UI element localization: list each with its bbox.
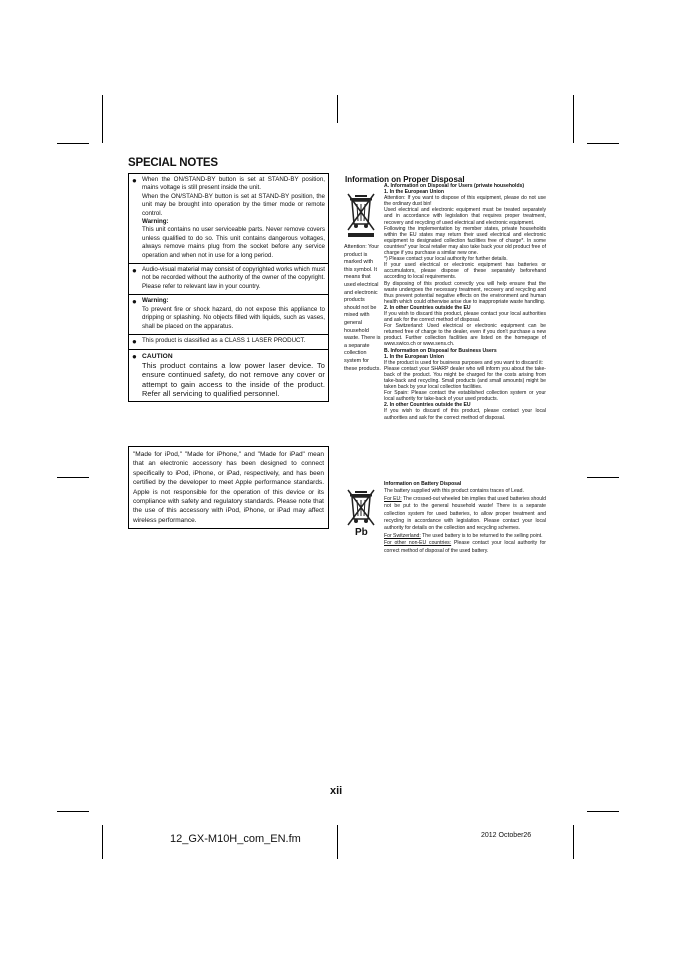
- crop-mark: [573, 95, 574, 143]
- bullet-icon: ●: [132, 351, 137, 361]
- note-heading: Warning:: [142, 297, 169, 305]
- crop-mark: [57, 477, 89, 478]
- note-paragraph: When the ON/STAND-BY button is set at STAND-BY position, the unit may be brought into operation by the timer mode or remote control.: [142, 192, 325, 217]
- crop-mark: [337, 95, 338, 123]
- paragraph: If you wish to discard this product, please contact your local authorities and ask for the correct method of disposal.: [384, 310, 546, 324]
- paragraph: Following the implementation by member states, private households within the EU states may return their used electrical and electronic equipment to designated collection facilities free of charge*. In some countries* your local retailer may also take back your old product free of charge if you purchase a similar new one.: [384, 225, 546, 257]
- crop-mark: [587, 143, 619, 144]
- paragraph: If your used electrical or electronic equipment has batteries or accumulators, please dispose of these separately beforehand according to local requirements.: [384, 262, 546, 281]
- label: For Switzerland:: [384, 532, 421, 539]
- note-heading: Warning:: [142, 218, 169, 226]
- note-text: [142, 176, 325, 260]
- pb-label: Pb: [355, 527, 368, 538]
- bullet-icon: ●: [132, 266, 137, 276]
- note-row-copyright: [129, 264, 328, 295]
- paragraph: For Switzerland: Used electrical or electronic equipment can be returned free of charge to the dealer, even if you don't purchase a new product. Further collection facilities are listed on the homepage of www.swico.ch or www.sens.ch.: [384, 323, 546, 348]
- note-paragraph: This product contains a low power laser device. To ensure continued safety, do not remove any cover or attempt to gain access to the inside of the product. Refer all servicing to qualified personnel.: [142, 361, 325, 398]
- label: For other non-EU countries:: [384, 540, 452, 547]
- note-paragraph: To prevent fire or shock hazard, do not expose this appliance to dripping or splashing. No objects filled with liquids, such as vases, shall be placed on the apparatus.: [142, 305, 325, 330]
- crop-mark: [102, 95, 103, 143]
- note-row-standby: [129, 174, 328, 264]
- note-row-caution: [129, 350, 328, 401]
- subsection-heading: 1. In the European Union: [384, 353, 444, 360]
- paragraph: [384, 533, 546, 540]
- paragraph: Please contact your SHARP dealer who will inform you about the take-back of the product. You might be charged for the costs arising from take-back and recycling. Small products (and small amounts) might be taken back by your local collection facilities.: [384, 365, 546, 391]
- section-heading: B. Information on Disposal for Business Users: [384, 347, 497, 354]
- label: For EU:: [384, 495, 402, 502]
- special-notes-table: [128, 173, 329, 402]
- paragraph: By disposing of this product correctly you will help ensure that the waste undergoes the necessary treatment, recovery and recycling and thus prevent potential negative effects on the environment and human health which could otherwise arise due to inappropriate waste handling.: [384, 280, 546, 305]
- note-text: [142, 352, 325, 398]
- text: The crossed-out wheeled bin implies that used batteries should not be put to the general household waste! There is a separate collection system for used batteries, to allow proper treatment and recycling in accordance with legislation. Please contact your local authority for details on the collection and recycling schemes.: [384, 495, 546, 532]
- paragraph: If you wish to discard of this product, please contact your local authorities and ask for the correct method of disposal.: [384, 408, 546, 421]
- paragraph: *) Please contact your local authority for further details.: [384, 256, 508, 263]
- paragraph: If the product is used for business purposes and you want to discard it:: [384, 359, 544, 366]
- section-heading: Information on Battery Disposal: [384, 481, 462, 487]
- battery-text: [384, 481, 546, 555]
- note-row-laser-class: [129, 335, 328, 350]
- crop-mark: [573, 825, 574, 859]
- bullet-icon: ●: [132, 297, 137, 307]
- bullet-icon: ●: [132, 336, 137, 346]
- note-heading: CAUTION: [142, 352, 173, 360]
- disposal-text: [384, 183, 546, 421]
- section-heading: A. Information on Disposal for Users (private households): [384, 183, 525, 189]
- subsection-heading: 2. In other Countries outside the EU: [384, 304, 471, 311]
- text: Please contact your local authority for correct method of disposal of the used battery.: [384, 540, 547, 554]
- note-text: This product is classified as a CLASS 1 LASER PRODUCT.: [142, 336, 306, 344]
- disposal-heading: Information on Proper Disposal: [345, 175, 465, 184]
- page-number: xii: [330, 785, 343, 797]
- note-paragraph: This unit contains no user serviceable parts. Never remove covers unless qualified to do so. This unit contains dangerous voltages, always remove mains plug from the socket before any service operation and when not in use for a long period.: [142, 226, 325, 259]
- paragraph: Attention: If you want to dispose of this equipment, please do not use the ordinary dust bin!: [384, 195, 546, 208]
- crop-mark: [57, 143, 89, 144]
- footer-date: 2012 October26: [481, 832, 532, 839]
- made-for-ipod-notice: "Made for iPod," "Made for iPhone," and "Made for iPad" mean that an electronic accessory has been designed to connect specifically to iPod, iPhone, or iPad, respectively, and has been certified by the developer to meet Apple performance standards. Apple is not responsible for the operation of this device or its compliance with safety and regulatory standards. Please note that the use of this accessory with iPod, iPhone, or iPad may affect wireless performance.: [128, 446, 329, 529]
- footer-filename: 12_GX-M10H_com_EN.fm: [170, 833, 301, 845]
- note-row-fire-warning: [129, 295, 328, 335]
- subsection-heading: 2. In other Countries outside the EU: [384, 402, 471, 409]
- crossed-bin-icon: [346, 190, 376, 240]
- paragraph: [384, 540, 546, 555]
- attention-note: Attention: Your product is marked with this symbol. It means that used electrical and electronic products should not be mixed with general household waste. There is a separate collection system for these products.: [344, 244, 381, 372]
- note-paragraph: When the ON/STAND-BY button is set at STAND-BY position, mains voltage is still present inside the unit.: [142, 176, 325, 192]
- paragraph: [384, 496, 546, 533]
- paragraph: For Spain: Please contact the established collection system or your local authority for take-back of your used products.: [384, 390, 546, 403]
- bullet-icon: ●: [132, 176, 137, 185]
- paragraph: Used electrical and electronic equipment must be treated separately and in accordance with legislation that requires proper treatment, recovery and recycling of used electrical and electronic equipment.: [384, 207, 546, 226]
- crop-mark: [57, 811, 89, 812]
- note-text: Audio-visual material may consist of copyrighted works which must not be recorded without the authority of the owner of the copyright. Please refer to relevant law in your country.: [142, 266, 325, 290]
- crop-mark: [102, 825, 103, 859]
- crop-mark: [587, 811, 619, 812]
- crop-mark: [587, 477, 619, 478]
- note-text: [142, 297, 325, 331]
- page-title: SPECIAL NOTES: [128, 157, 218, 169]
- text: The used battery is to be returned to the selling point.: [420, 532, 543, 539]
- subsection-heading: 1. In the European Union: [384, 189, 444, 196]
- crop-mark: [337, 825, 338, 859]
- paragraph: The battery supplied with this product contains traces of Lead.: [384, 488, 524, 495]
